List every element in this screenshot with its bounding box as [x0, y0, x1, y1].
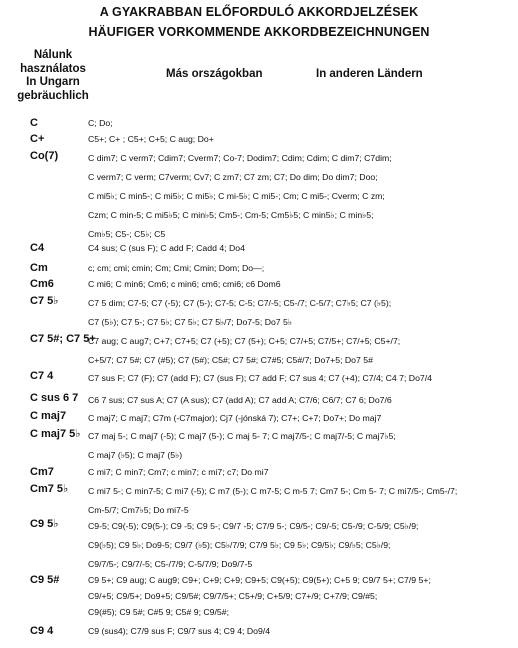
chord-variants-line: C7 sus F; C7 (F); C7 (add F); C7 (sus F); C7 add F; C7 sus 4; C7 (+4); C7/4; C4 7; Do7/4	[88, 373, 432, 383]
chord-variants-line: C9 5+; C9 aug; C aug9; C9+; C+9; C+9; C9+5; C9(+5); C9(5+); C+5 9; C9/7 5+; C7/9 5+;	[88, 575, 431, 585]
chord-symbol: C maj7	[30, 410, 67, 422]
chord-variants-line: C+5/7; C7 5#; C7 (#5); C7 (5#); C5#; C7 5#; C7#5; C5#/7; Do7+5; Do7 5#	[88, 355, 373, 365]
chord-variants-line: C6 7 sus; C7 sus A; C7 (A sus); C7 (add A); C7 add A; C7/6; C6/7; C7 6; Do7/6	[88, 395, 392, 405]
chord-symbol: Cm7	[30, 466, 54, 478]
left-header-line: Nálunk	[33, 49, 73, 61]
chord-variants-line: C mi7 5-; C min7-5; C mi7 (-5); C m7 (5-); C m7-5; C m-5 7; Cm7 5-; Cm 5- 7; C mi7/5-; Cm5-/7;	[88, 486, 458, 496]
chord-variants-line: C9/7/5-; C9/7/-5; C5-/7/9; C-5/7/9; Do9/7-5	[88, 559, 253, 569]
chord-variants-line: C mi5♭; C min5-; C mi5♭; C mi5♭; C mi-5♭; C mi5-; Cm; C mi5-; Cverm; C zm;	[88, 191, 385, 201]
chord-symbol: C9 5♭	[30, 518, 59, 530]
chord-variants-line: Czm; C min-5; C mi5♭5; C min♭5; Cm5-; Cm-5; Cm5♭5; C min5♭; C min♭5;	[88, 210, 374, 220]
title-german: HÄUFIGER VORKOMMENDE AKKORDBEZEICHNUNGEN	[88, 25, 430, 39]
chord-variants-line: C7 maj 5-; C maj7 (-5); C maj7 (5-); C maj 5- 7; C maj7/5-; C maj7/-5; C maj7♭5;	[88, 431, 396, 441]
chord-variants-line: C7 5 dim; C7-5; C7 (-5); C7 (5-); C7-5; C-5; C7/-5; C5-/7; C-5/7; C7♭5; C7 (♭5);	[88, 298, 392, 308]
chord-variants-line: C dim7; C verm7; Cdim7; Cverm7; Co-7; Dodim7; Cdim; Cdim; C dim7; C7dim;	[88, 153, 392, 163]
chord-variants-line: Cm-5/7; Cm7♭5; Do mi7-5	[88, 505, 189, 515]
chord-variants-line: C4 sus; C (sus F); C add F; Cadd 4; Do4	[88, 243, 245, 253]
chord-symbol: C7 5♭	[30, 295, 59, 307]
column-header-other-countries: Más országokban	[166, 68, 263, 80]
left-header-line: használatos	[20, 62, 86, 75]
chord-symbol: Cm7 5♭	[30, 483, 69, 495]
chord-symbol: C9 4	[30, 625, 54, 637]
chord-symbol: C maj7 5♭	[30, 428, 81, 440]
chord-symbol: Cm6	[30, 278, 54, 290]
chord-symbol: C7 5#; C7 5+	[30, 333, 96, 345]
chord-variants-line: C9 (sus4); C7/9 sus F; C9/7 sus 4; C9 4; Do9/4	[88, 626, 271, 636]
left-header-line: gebräuchlich	[17, 89, 89, 102]
chord-variants-line: C7 aug; C aug7; C+7; C7+5; C7 (+5); C7 (5+); C+5; C7/+5; C7/5+; C7/+5; C5+/7;	[88, 336, 401, 346]
left-column-header	[10, 49, 96, 103]
chord-variants-line: C9(#5); C9 5#; C#5 9; C5# 9; C9/5#;	[88, 606, 230, 617]
chord-variants-line: C maj7 (♭5); C maj7 (5♭)	[88, 450, 183, 460]
chord-variants-line: C verm7; C verm; C7verm; Cv7; C zm7; C7 zm; C7; Do dim; Do dim7; Doo;	[88, 172, 378, 182]
chord-symbol: C7 4	[30, 370, 54, 382]
chord-variants-line: C9/+5; C9/5+; Do9+5; C9/5#; C9/7/5+; C5+/9; C+5/9; C7+/9; C+7/9; C9/#5;	[88, 590, 378, 601]
chord-variants-line: C mi7; C min7; Cm7; c min7; c mi7; c7; Do mi7	[88, 467, 269, 477]
chord-symbol: C	[30, 117, 38, 129]
chord-symbol: Cm	[30, 262, 48, 274]
chord-variants-line: Cm♭5; C5-; C5♭; C5	[88, 229, 166, 239]
chord-variants-line: C9-5; C9(-5); C9(5-); C9 -5; C9 5-; C9/7 -5; C7/9 5-; C9/5-; C9/-5; C5-/9; C-5/9; C5♭/9;	[88, 521, 419, 531]
chord-variants-line: C maj7; C maj7; C7m (-C7major); Cj7 (-jónská 7); C7+; C+7; Do7+; Do maj7	[88, 413, 382, 423]
chord-variants-line: C mi6; C min6; Cm6; c min6; cm6; cmi6; c6 Dom6	[88, 279, 281, 289]
chord-variants-line: c; cm; cmi; cmin; Cm; Cmi; Cmin; Dom; Do—;	[88, 263, 265, 273]
chord-variants-line: C; Do;	[88, 118, 113, 128]
chord-variants-line: C5+; C+ ; C5+; C+5; C aug; Do+	[88, 134, 214, 144]
title-hungarian: A GYAKRABBAN ELŐFORDULÓ AKKORDJELZÉSEK	[99, 5, 419, 19]
chord-variants-line: C9(♭5); C9 5♭; Do9-5; C9/7 (♭5); C5♭/7/9; C7/9 5♭; C9 5♭; C9/5♭; C9/♭5; C5♭/9;	[88, 540, 391, 550]
chord-symbol: C sus 6 7	[30, 392, 79, 404]
column-header-other-countries-de: In anderen Ländern	[316, 68, 423, 80]
chord-variants-line: C7 (5♭); C7 5-; C7 5♭; C7 5♭; C7 5♭/7; Do7-5; Do7 5♭	[88, 317, 292, 327]
left-header-line: In Ungarn	[26, 76, 80, 88]
chord-symbol: C+	[30, 133, 45, 145]
chord-symbol: C9 5#	[30, 574, 60, 586]
chord-symbol: C4	[30, 242, 45, 254]
chord-symbol: Co(7)	[30, 150, 59, 162]
